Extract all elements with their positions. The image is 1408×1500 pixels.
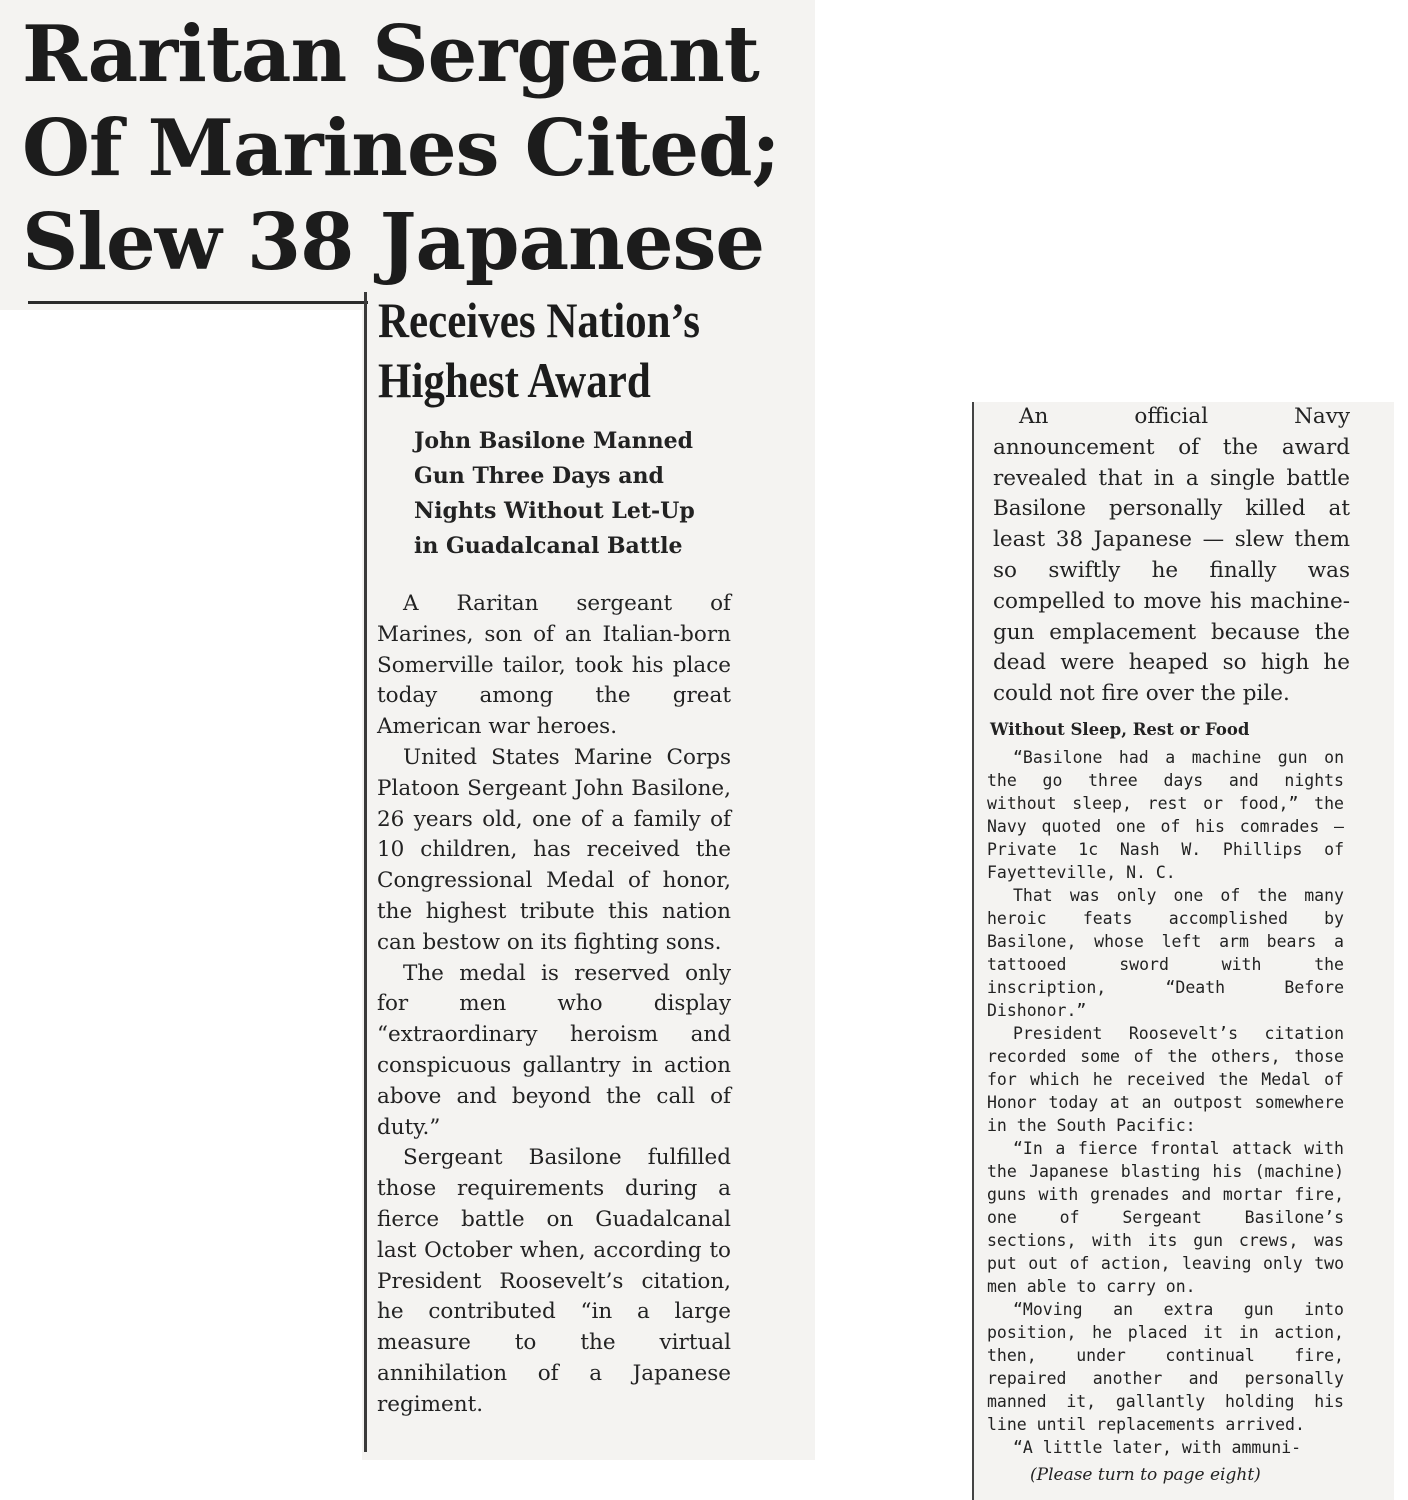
article-paragraph: A Raritan sergeant of Marines, son of an Italian-born Somerville tailor, took his place today among the great American war heroes. (377, 591, 731, 740)
article-paragraph: “In a fierce frontal attack with the Japanese blasting his (machine) guns with grenades and mortar fire, one of Sergeant Basilone’s sections, with its gun crews, was put out of action, leaving only two men able to carry on. (987, 1139, 1344, 1296)
headline-rule (28, 301, 368, 304)
deck-line: John Basilone Manned (414, 428, 693, 454)
left-article-body (377, 589, 731, 1421)
article-paragraph: An official Navy announcement of the award revealed that in a single battle Basilone personally killed at least 38 Japanese — slew them so swiftly he finally was compelled to move his machine-gun emplacement because the dead were heaped so high he could not fire over the pile. (993, 404, 1350, 707)
subheadline (378, 290, 722, 410)
headline-line: Of Marines Cited; (22, 103, 780, 194)
deck-line: in Guadalcanal Battle (414, 533, 683, 559)
right-article-body (987, 746, 1344, 1459)
clipping-cutout (0, 310, 362, 1470)
headline (22, 8, 782, 290)
subheadline-line: Receives Nation’s (378, 292, 701, 348)
right-article-intro (993, 402, 1350, 710)
article-paragraph: The medal is reserved only for men who display “extraordinary heroism and conspicuous gallantry in action above and beyond the call of duty.” (377, 960, 731, 1140)
headline-line: Raritan Sergeant (22, 9, 759, 100)
article-paragraph: That was only one of the many heroic feats accomplished by Basilone, whose left arm bears a tattooed sword with the inscription, “Death Before Dishonor.” (987, 886, 1344, 1020)
article-paragraph: United States Marine Corps Platoon Sergeant John Basilone, 26 years old, one of a family of 10 children, has received the Congressional Medal of honor, the highest tribute this nation can bestow on its fighting sons. (377, 744, 731, 955)
subheadline-line: Highest Award (378, 352, 651, 408)
headline-line: Slew 38 Japanese (22, 197, 764, 288)
crosshead: Without Sleep, Rest or Food (990, 720, 1250, 739)
deck-headline (414, 424, 734, 564)
column-rule (364, 292, 367, 1452)
article-paragraph: “Basilone had a machine gun on the go three days and nights without sleep, rest or food,” the Navy quoted one of his comrades —Private 1c Nash W. Phillips of Fayetteville, N. C. (987, 748, 1344, 882)
continuation-note: (Please turn to page eight) (1030, 1465, 1261, 1485)
article-paragraph: Sergeant Basilone fulfilled those requirements during a fierce battle on Guadalcanal last October when, according to President Roosevelt’s citation, he contributed “in a large measure to the virtual annihilation of a Japanese regiment. (377, 1145, 731, 1417)
deck-line: Gun Three Days and (414, 463, 664, 489)
article-paragraph: “A little later, with ammuni- (1013, 1438, 1302, 1457)
article-paragraph: “Moving an extra gun into position, he placed it in action, then, under continual fire, repaired another and personally manned it, gallantly holding his line until replacements arrived. (987, 1300, 1344, 1434)
article-paragraph: President Roosevelt’s citation recorded some of the others, those for which he received the Medal of Honor today at an outpost somewhere in the South Pacific: (987, 1024, 1344, 1135)
deck-line: Nights Without Let-Up (414, 498, 695, 524)
